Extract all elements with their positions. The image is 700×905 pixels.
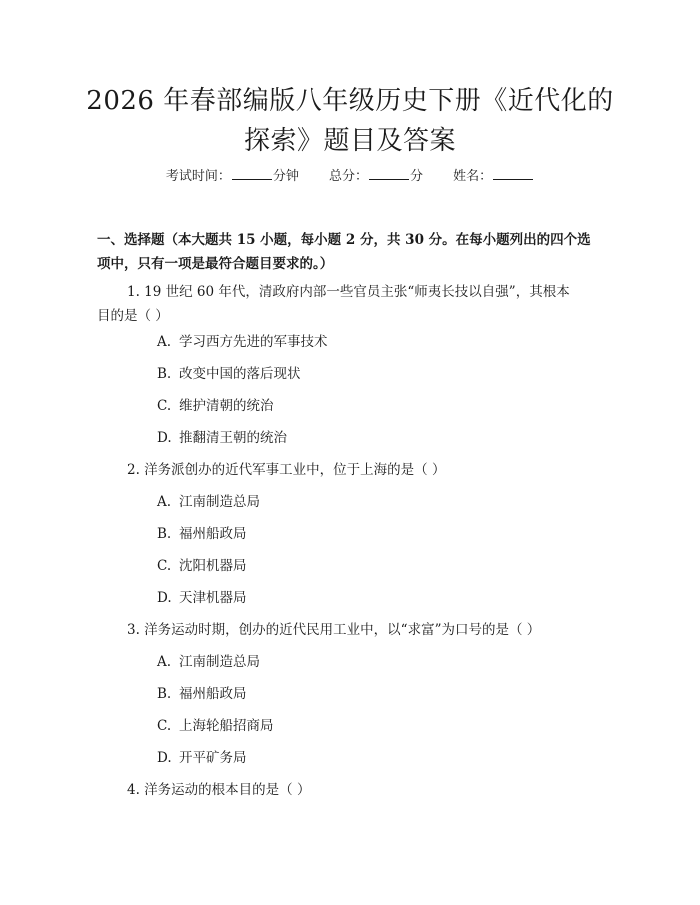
option-text: 江南制造总局 bbox=[179, 494, 260, 510]
section-heading-line-1: 一、选择题（本大题共 15 小题，每小题 2 分，共 30 分。在每小题列出的四个选 bbox=[97, 232, 591, 248]
option-text: 学习西方先进的军事技术 bbox=[179, 334, 328, 350]
total-score-blank[interactable] bbox=[369, 167, 409, 180]
question-2-text: 2. 洋务派创办的近代军事工业中，位于上海的是（ ） bbox=[127, 462, 446, 478]
question-2-option-b[interactable] bbox=[157, 524, 247, 544]
option-text: 福州船政局 bbox=[179, 526, 247, 542]
option-letter: A. bbox=[157, 494, 172, 510]
option-text: 开平矿务局 bbox=[179, 750, 247, 766]
name-field bbox=[453, 166, 534, 188]
question-1-stem-line-1 bbox=[97, 280, 597, 304]
question-2-stem bbox=[97, 458, 597, 482]
question-3-option-a[interactable] bbox=[157, 652, 260, 672]
exam-time-label: 考试时间： bbox=[165, 169, 231, 184]
question-4-text: 4. 洋务运动的根本目的是（ ） bbox=[127, 782, 311, 798]
option-letter: D. bbox=[157, 750, 172, 766]
exam-time-blank[interactable] bbox=[232, 167, 272, 180]
option-text: 江南制造总局 bbox=[179, 654, 260, 670]
question-1-option-a[interactable] bbox=[157, 332, 328, 352]
question-2-option-a[interactable] bbox=[157, 492, 260, 512]
question-1-stem-line-2: 目的是（ ） bbox=[97, 308, 169, 324]
option-letter: B. bbox=[157, 366, 172, 382]
question-3-option-c[interactable] bbox=[157, 716, 274, 736]
name-blank[interactable] bbox=[493, 167, 533, 180]
option-text: 沈阳机器局 bbox=[179, 558, 247, 574]
option-letter: A. bbox=[157, 334, 172, 350]
total-score-field bbox=[329, 166, 423, 188]
exam-time-field bbox=[166, 166, 299, 188]
question-4-stem bbox=[97, 778, 597, 802]
question-3-stem bbox=[97, 618, 597, 642]
question-1-text: 1. 19 世纪 60 年代，清政府内部一些官员主张“师夷长技以自强”，其根本 bbox=[127, 284, 570, 300]
page-title-line-2: 探索》题目及答案 bbox=[243, 126, 456, 156]
option-letter: C. bbox=[157, 398, 172, 414]
option-text: 福州船政局 bbox=[179, 686, 247, 702]
option-letter: D. bbox=[157, 430, 172, 446]
page-title-line-1: 2026 年春部编版八年级历史下册《近代化的 bbox=[86, 86, 614, 116]
exam-meta bbox=[0, 166, 700, 188]
question-3-option-d[interactable] bbox=[157, 748, 247, 768]
question-3-option-b[interactable] bbox=[157, 684, 247, 704]
option-letter: A. bbox=[157, 654, 172, 670]
question-1-option-b[interactable] bbox=[157, 364, 301, 384]
option-text: 上海轮船招商局 bbox=[179, 718, 274, 734]
option-letter: C. bbox=[157, 558, 172, 574]
question-1-option-c[interactable] bbox=[157, 396, 274, 416]
option-text: 维护清朝的统治 bbox=[179, 398, 274, 414]
question-2-option-c[interactable] bbox=[157, 556, 247, 576]
option-letter: B. bbox=[157, 686, 172, 702]
question-1-option-d[interactable] bbox=[157, 428, 287, 448]
total-score-unit: 分 bbox=[410, 169, 424, 184]
option-text: 改变中国的落后现状 bbox=[179, 366, 301, 382]
question-3-text: 3. 洋务运动时期，创办的近代民用工业中，以“求富”为口号的是（ ） bbox=[127, 622, 541, 638]
exam-time-unit: 分钟 bbox=[272, 169, 299, 184]
option-text: 推翻清王朝的统治 bbox=[179, 430, 287, 446]
total-score-label: 总分： bbox=[328, 169, 368, 184]
name-label: 姓名： bbox=[453, 169, 493, 184]
option-letter: C. bbox=[157, 718, 172, 734]
option-letter: D. bbox=[157, 590, 172, 606]
question-2-option-d[interactable] bbox=[157, 588, 247, 608]
section-heading-line-2: 项中，只有一项是最符合题目要求的。） bbox=[97, 256, 334, 272]
option-text: 天津机器局 bbox=[179, 590, 247, 606]
option-letter: B. bbox=[157, 526, 172, 542]
